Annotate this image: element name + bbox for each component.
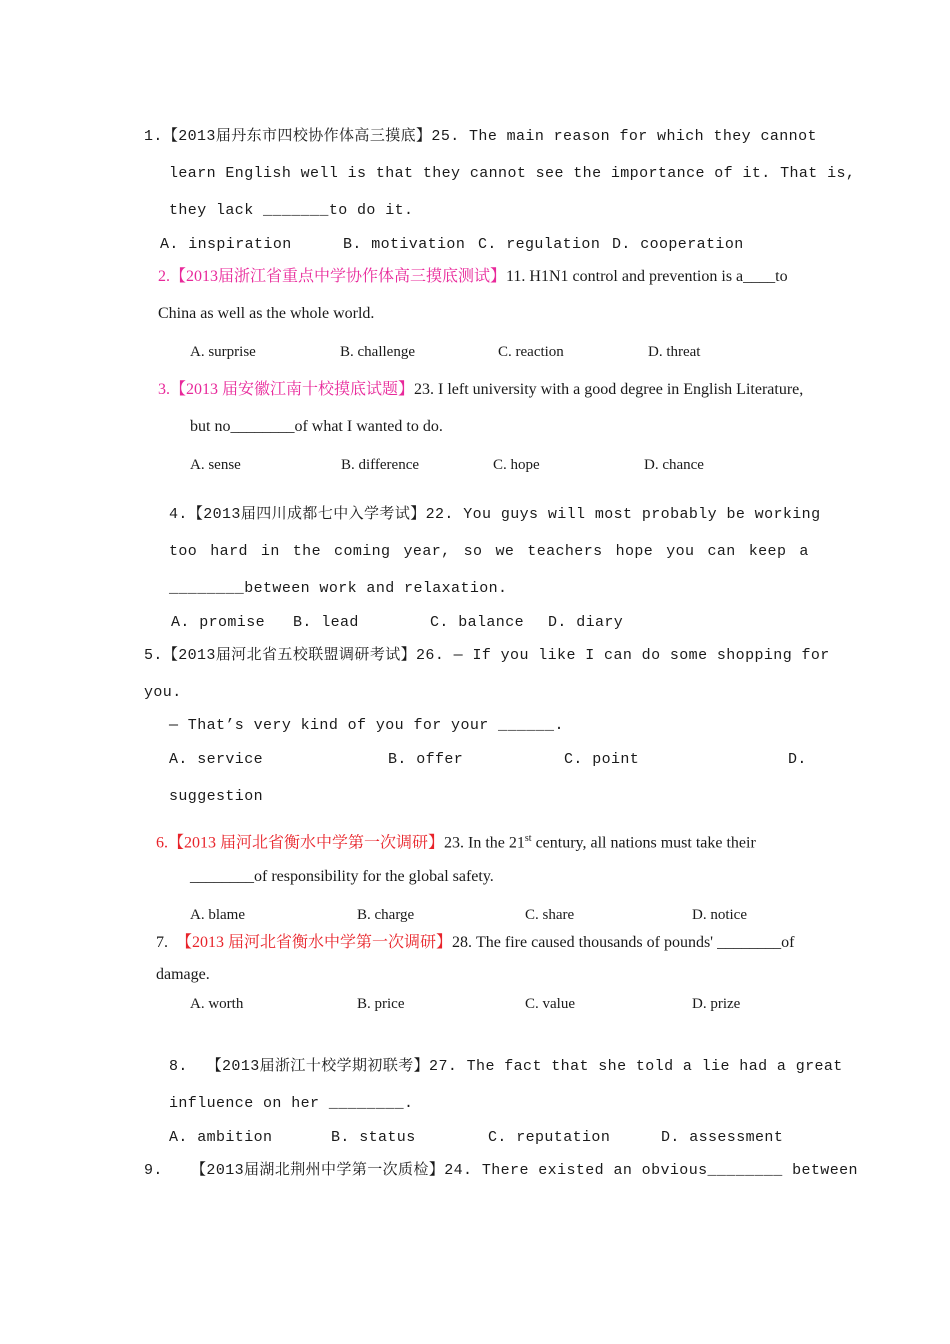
q5-option-d: D. — [788, 751, 807, 768]
word: too — [169, 543, 198, 560]
q2-option-d: D. threat — [648, 344, 701, 360]
question-2-line-2: China as well as the whole world. — [158, 305, 375, 322]
q1-option-b: B. motivation — [343, 236, 466, 253]
question-source: 【2013 届河北省衡水中学第一次调研】 — [168, 834, 445, 852]
word: can — [707, 543, 736, 560]
question-number: 4. — [169, 506, 188, 523]
q6-option-a: A. blame — [190, 907, 245, 923]
question-number: 7. — [156, 934, 168, 951]
question-4-line-1 — [169, 505, 821, 525]
question-8-line-1 — [169, 1057, 843, 1077]
question-text-continued: century, all nations must take their — [531, 834, 756, 852]
q8-option-c: C. reputation — [488, 1129, 611, 1146]
word: keep — [748, 543, 787, 560]
q4-option-c: C. balance — [430, 614, 525, 631]
question-5-line-3: — That’s very kind of you for your ______. — [169, 717, 564, 734]
question-7-line-2: damage. — [156, 966, 210, 983]
question-number: 1. — [144, 128, 163, 145]
question-text: 22. You guys will most probably be working — [425, 506, 821, 523]
question-8-line-2: influence on her ________. — [169, 1095, 414, 1112]
word: teachers — [527, 543, 603, 560]
q8-option-b: B. status — [331, 1129, 416, 1146]
question-source: 【2013届四川成都七中入学考试】 — [187, 506, 426, 523]
question-1-line-2: learn English well is that they cannot see the importance of it. That is, — [169, 165, 856, 182]
question-text: 25. The main reason for which they cannot — [431, 128, 817, 145]
word: year, — [403, 543, 451, 560]
word: so — [463, 543, 483, 560]
word: hard — [210, 543, 248, 560]
q7-option-b: B. price — [357, 996, 405, 1012]
word: the — [292, 543, 321, 560]
question-number: 3. — [158, 381, 170, 398]
question-source: 【2013届丹东市四校协作体高三摸底】 — [162, 128, 432, 145]
q3-option-d: D. chance — [644, 457, 704, 473]
q2-option-b: B. challenge — [340, 344, 415, 360]
question-text: 11. H1N1 control and prevention is a____to — [506, 268, 788, 285]
question-number: 9. — [144, 1162, 163, 1179]
q5-option-c: C. point — [564, 751, 640, 768]
question-number: 2. — [158, 268, 170, 285]
q1-option-d: D. cooperation — [612, 236, 744, 253]
q7-option-c: C. value — [525, 996, 575, 1012]
q6-option-d: D. notice — [692, 907, 747, 923]
question-3-line-2: but no________of what I wanted to do. — [190, 418, 443, 435]
q7-option-a: A. worth — [190, 996, 244, 1012]
question-3-line-1 — [158, 380, 803, 400]
superscript: st — [524, 833, 532, 844]
question-5-line-1 — [144, 646, 830, 666]
q8-option-d: D. assessment — [661, 1129, 784, 1146]
question-number: 6. — [156, 834, 168, 852]
question-source: 【2013 届安徽江南十校摸底试题】 — [170, 381, 415, 398]
q4-option-b: B. lead — [293, 614, 359, 631]
question-4-line-2 — [169, 542, 809, 562]
question-text: 23. I left university with a good degree in English Literature, — [414, 381, 804, 398]
question-source: 【2013 届河北省衡水中学第一次调研】 — [176, 934, 453, 951]
q3-option-c: C. hope — [493, 457, 540, 473]
question-5-line-2: you. — [144, 684, 182, 701]
q4-option-a: A. promise — [171, 614, 266, 631]
question-1-line-3: they lack _______to do it. — [169, 202, 414, 219]
word: hope — [615, 543, 654, 560]
question-source: 【2013届浙江省重点中学协作体高三摸底测试】 — [170, 268, 507, 285]
question-1-line-1 — [144, 127, 817, 147]
q1-option-a: A. inspiration — [160, 236, 292, 253]
word: you — [666, 543, 695, 560]
q5-option-b: B. offer — [388, 751, 464, 768]
question-9-line-1 — [144, 1161, 858, 1181]
q6-option-b: B. charge — [357, 907, 415, 923]
q5-option-a: A. service — [169, 751, 264, 768]
question-number: 8. — [169, 1058, 188, 1075]
question-2-line-1 — [158, 267, 788, 287]
q1-option-c: C. regulation — [478, 236, 601, 253]
question-4-line-3: ________between work and relaxation. — [169, 580, 508, 597]
q3-option-a: A. sense — [190, 457, 241, 473]
q4-option-d: D. diary — [548, 614, 624, 631]
q7-option-d: D. prize — [692, 996, 741, 1012]
question-6-line-1 — [156, 829, 756, 853]
question-source: 【2013届浙江十校学期初联考】 — [206, 1058, 430, 1075]
question-text: 27. The fact that she told a lie had a great — [429, 1058, 843, 1075]
word: in — [260, 543, 280, 560]
q3-option-b: B. difference — [341, 457, 420, 473]
question-text: 26. — If you like I can do some shopping for — [416, 647, 830, 664]
question-text: 23. In the 21 — [444, 834, 525, 852]
q6-option-c: C. share — [525, 907, 575, 923]
word: coming — [334, 543, 391, 560]
question-text: 28. The fire caused thousands of pounds' ________of — [452, 934, 795, 951]
question-source: 【2013届河北省五校联盟调研考试】 — [162, 647, 417, 664]
q2-option-c: C. reaction — [498, 344, 564, 360]
word: a — [799, 543, 809, 560]
word: we — [495, 543, 515, 560]
question-7-line-1 — [156, 933, 794, 953]
q5-option-d-continued: suggestion — [169, 788, 264, 805]
question-number: 5. — [144, 647, 163, 664]
q2-option-a: A. surprise — [190, 344, 256, 360]
question-text: 24. There existed an obvious________ between — [444, 1162, 858, 1179]
question-source: 【2013届湖北荆州中学第一次质检】 — [191, 1162, 445, 1179]
q8-option-a: A. ambition — [169, 1129, 273, 1146]
question-6-line-2: ________of responsibility for the global safety. — [190, 868, 494, 885]
